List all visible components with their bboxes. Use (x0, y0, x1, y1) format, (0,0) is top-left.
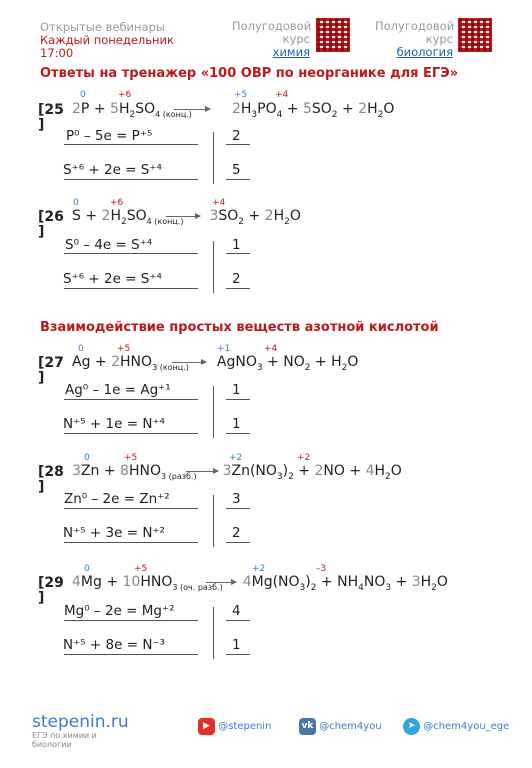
coefficient: 4 (232, 603, 241, 619)
chemistry-course-link[interactable]: химия (272, 45, 310, 59)
coefficient: 3 (232, 491, 241, 507)
ox-state: +6 (110, 198, 124, 208)
balance-separator (213, 607, 214, 659)
divider (64, 654, 198, 655)
qr-code-biology[interactable] (458, 18, 492, 52)
coefficient: 2 (232, 271, 241, 287)
reaction-arrow (174, 109, 210, 110)
task-bracket: ] (38, 479, 45, 495)
divider (64, 620, 198, 621)
page-title: Ответы на тренажер «100 ОВР по неорганике для ЕГЭ» (40, 66, 459, 81)
course-chemistry (232, 20, 310, 59)
reaction-equation: $S + 2H_2SO_{4 (конц.)}$ $3SO_2 + 2H_2O$ (72, 208, 301, 227)
task-number: [26 (38, 209, 64, 225)
half-reaction: Ag⁰ – 1e = Ag⁺¹ (65, 382, 171, 398)
balance-separator (213, 495, 214, 547)
divider (226, 542, 250, 543)
divider (64, 253, 198, 254)
ox-state: 0 (84, 453, 90, 463)
task-25 (0, 88, 532, 188)
coefficient: 1 (232, 637, 241, 653)
half-reaction: S⁰ – 4e = S⁺⁴ (65, 237, 153, 253)
half-reaction: S⁺⁶ + 2e = S⁺⁴ (63, 162, 162, 178)
vk-link[interactable]: vk @chem4you (299, 718, 382, 735)
reaction-arrow (172, 362, 206, 363)
coefficient: 1 (232, 237, 241, 253)
coefficient: 2 (232, 128, 241, 144)
ox-state: +2 (252, 564, 266, 574)
reaction-equation: $3Zn + 8HNO_{3 (разб.)}$ $3Zn(NO_3)_2 + 2NO + 4H_2O$ (72, 463, 402, 482)
reaction-equation: $Ag + 2HNO_{3 (конц.)}$ AgNO$_3$ + $NO_2 + H_2O$ (72, 354, 359, 373)
divider (64, 144, 198, 145)
youtube-link[interactable]: ▶ @stepenin (198, 718, 271, 735)
divider (226, 179, 250, 180)
divider (226, 399, 250, 400)
section-title: Взаимодействие простых веществ азотной кислотой (40, 320, 439, 335)
task-bracket: ] (38, 224, 45, 240)
task-bracket: ] (38, 590, 45, 606)
schedule-time: 17:00 (40, 46, 74, 60)
ox-state: 0 (78, 344, 84, 354)
task-number: [25 (38, 102, 64, 118)
reaction-arrow (186, 471, 218, 472)
half-reaction: N⁺⁵ + 8e = N⁻³ (63, 637, 165, 653)
coefficient: 1 (232, 382, 241, 398)
course-label: Полугодовой (375, 19, 455, 33)
course-label: Полугодовой (232, 19, 312, 33)
vk-icon: vk (299, 718, 316, 735)
divider (226, 433, 250, 434)
divider (64, 399, 198, 400)
ox-state: –3 (316, 564, 327, 574)
ox-state: 0 (84, 564, 90, 574)
half-reaction: S⁺⁶ + 2e = S⁺⁴ (63, 271, 162, 287)
task-28 (0, 452, 532, 552)
half-reaction: Mg⁰ – 2e = Mg⁺² (64, 603, 175, 619)
divider (226, 654, 250, 655)
ox-state: +5 (134, 564, 148, 574)
ox-state: +6 (118, 90, 132, 100)
ox-state: +4 (275, 90, 289, 100)
reaction-arrow (206, 582, 236, 583)
task-27 (0, 343, 532, 443)
ox-state: +2 (229, 453, 243, 463)
task-number: [27 (38, 355, 64, 371)
divider (64, 179, 198, 180)
balance-separator (213, 241, 214, 293)
divider (64, 433, 198, 434)
half-reaction: P⁰ – 5e = P⁺⁵ (66, 128, 153, 144)
telegram-link[interactable]: ➤ @chem4you_ege (403, 718, 509, 735)
balance-separator (213, 132, 214, 184)
youtube-icon: ▶ (198, 718, 215, 735)
half-reaction: Zn⁰ – 2e = Zn⁺² (64, 491, 170, 507)
biology-course-link[interactable]: биология (396, 45, 453, 59)
task-26 (0, 197, 532, 297)
divider (226, 253, 250, 254)
task-number: [28 (38, 464, 64, 480)
balance-separator (213, 386, 214, 438)
reaction-arrow (166, 216, 200, 217)
ox-state: +2 (297, 453, 311, 463)
half-reaction: N⁺⁵ + 3e = N⁺² (63, 525, 165, 541)
webinars-label: Открытые вебинары (40, 20, 165, 34)
divider (226, 508, 250, 509)
ox-state: +1 (217, 344, 231, 354)
coefficient: 1 (232, 416, 241, 432)
divider (226, 288, 250, 289)
course-label: курс (425, 32, 453, 46)
site-tagline: ЕГЭ по химии и биологии (32, 731, 97, 749)
divider (226, 144, 250, 145)
ox-state: 0 (73, 198, 79, 208)
task-29 (0, 563, 532, 663)
reaction-equation: $2P + 5H_2SO_{4 (конц.)}$ $2H_3PO_4 + 5SO_2 + 2H_2O$ (72, 101, 395, 120)
ox-state: +5 (124, 453, 138, 463)
task-bracket: ] (38, 370, 45, 386)
schedule-day: Каждый понедельник (40, 33, 174, 47)
divider (226, 620, 250, 621)
divider (64, 542, 198, 543)
ox-state: 0 (80, 90, 86, 100)
task-bracket: ] (38, 117, 45, 133)
reaction-equation: $4Mg + 10HNO_{3 (оч. разб.)}$ $4Mg(NO_3)_2 + NH_4NO_3 + 3H_2O$ (72, 574, 448, 593)
coefficient: 2 (232, 525, 241, 541)
ox-state: +5 (234, 90, 248, 100)
half-reaction: N⁺⁵ + 1e = N⁺⁴ (63, 416, 165, 432)
divider (64, 508, 198, 509)
task-number: [29 (38, 575, 64, 591)
telegram-icon: ➤ (403, 718, 420, 735)
ox-state: +4 (264, 344, 278, 354)
ox-state: +4 (212, 198, 226, 208)
ox-state: +5 (117, 344, 131, 354)
qr-code-chemistry[interactable] (316, 18, 350, 52)
coefficient: 5 (232, 162, 241, 178)
course-label: курс (282, 32, 310, 46)
divider (64, 288, 198, 289)
course-biology (375, 20, 453, 59)
site-logo[interactable]: stepenin.ru (32, 712, 129, 732)
